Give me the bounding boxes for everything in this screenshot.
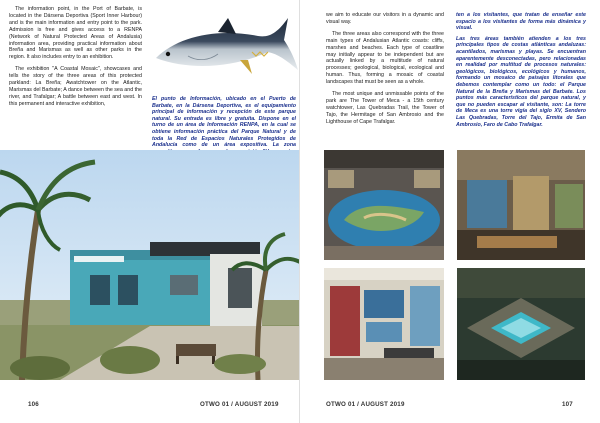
right-body-column [326,12,444,131]
exhibition-map-photo [324,150,444,260]
paragraph: The information point, in the Port of Barbate, is located in the Dársena Deportiva (Sport Inner Harbour) and is the main information and entry point to the park. Admission is free and gives access to a RENPA (Network of Natural Protected Areas of Andalusia) information area, providing practical information about Breña and Marismas as well as other parks in the region. It also includes entry to an exhibition. [9,6,142,61]
paragraph: ten a los visitantes, que tratan de enseñar este espacio a los visitantes de forma más dinámica y visual. [456,12,586,32]
magazine-issue: OTWO 01 / AUGUST 2019 [200,401,279,408]
paragraph: The three areas also correspond with the three main types of Andalusian Atlantic coasts: cliffs, marshes and beaches. Each type of coastline may initially appear to be independent but are actually linked by a multitude of natural processes; geological, biological, ecological and human. Thus, forming a mosaic of coastal landscapes that must be seen as a whole. [326,30,444,86]
paragraph: Las tres áreas también atienden a los tres principales tipos de costas atlánticas andaluzas: acantilados, marismas y playas. Se encuentran aparentemente desconectadas, pero relacionadas en realidad por multitud de procesos naturales: geológicos, biológicos, ecológicos y humanos, formando un mosaico de paisajes litorales que debemos contemplar como un todo: el Parque Natural de la Breña y Marismas del Barbate. Los puntos más característicos del parque natural, y que no pueden escapar al visitante, son: La torre de Meca es una torre vigía del siglo XV, Sendero Las Quebradas, Torre del Tajo, Ermita de San Ambrosio, Faro de Cabo Trafalgar. [456,35,586,128]
paragraph: The most unique and unmissable points of the park are The Tower of Meca - a 15th century watchtower, Las Quebradas Trail, the Tower of Tajo, the Hermitage of San Ambrosio and the Lighthouse of Cape Trafalgar. [326,91,444,125]
right-page [300,0,600,423]
left-body-column [9,6,142,113]
information-point-building-photo [0,150,300,380]
spanish-text-column [456,12,586,132]
page-number: 106 [28,401,39,408]
exhibition-interior-photo [324,268,444,380]
tuna-fish-image [148,10,300,82]
interactive-screen-photo [457,268,585,380]
magazine-issue: OTWO 01 / AUGUST 2019 [326,401,405,408]
exhibition-wall-photo [457,150,585,260]
page-number: 107 [562,401,573,408]
paragraph: The exhibition "A Coastal Mosaic", showcases and tells the story of the three areas of this protected parkland: La Breña; Awatchtower on the Atlantic, Marismas del Barbate; A dance between the sea and the river, and Trafalgar; A battle between east and west. In this permanent and interactive exhibition, [9,66,142,107]
paragraph: El punto de Información, ubicado en el Puerto de Barbate, en la Dársena Deportiva, es el equipamiento principal de información y recepción de este parque natural. Su entrada es libre y gratuita. Dispone en el turno de un área de Información RENPA, en la cual se obtiene información práctica del Parque Natural y de toda la Red de Espacios Naturales Protegidos de Andalucía como de un área expositiva. La zona [152,96,296,149]
paragraph: we aim to educate our visitors in a dynamic and visual way. [326,12,444,25]
